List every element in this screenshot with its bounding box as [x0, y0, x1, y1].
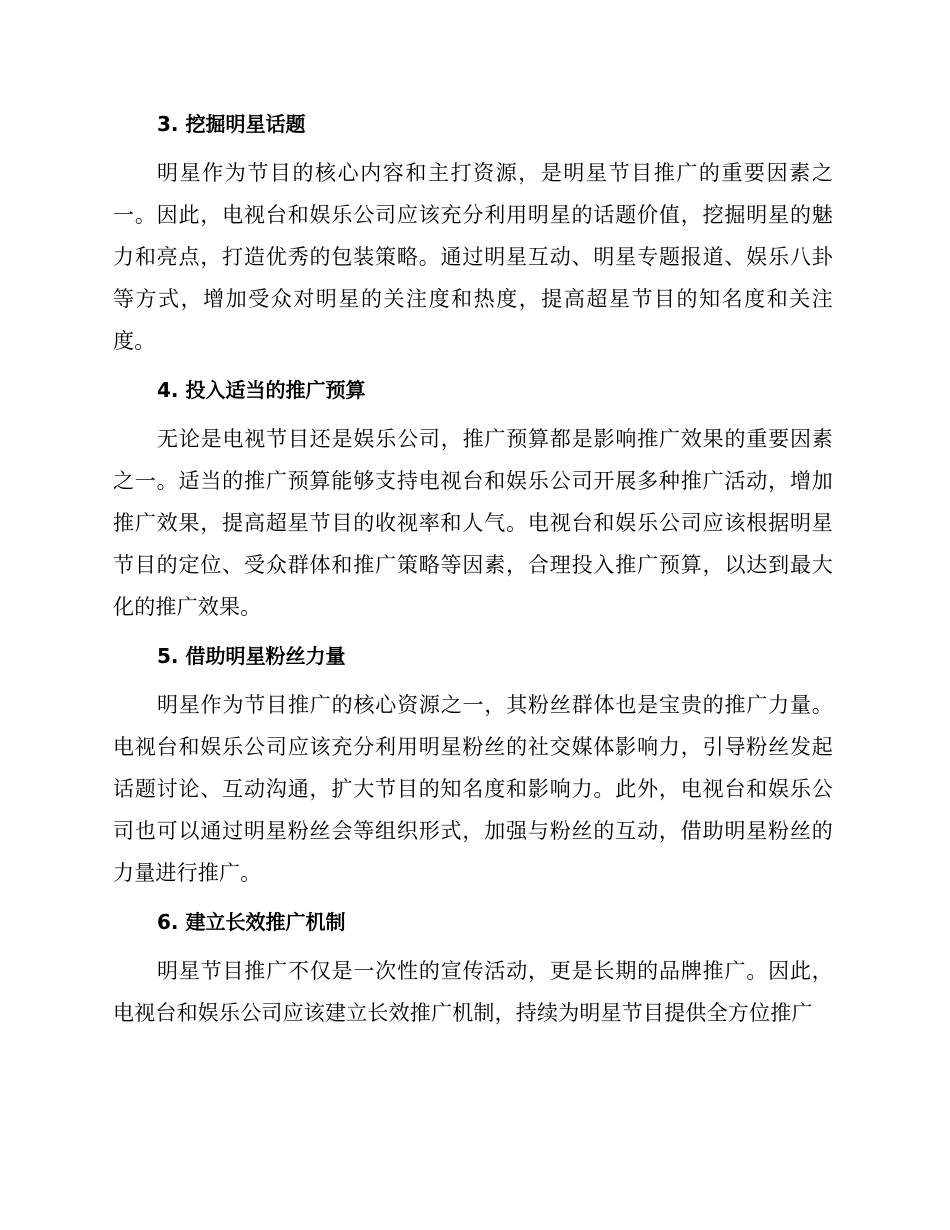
section-5 [113, 642, 833, 894]
section-paragraph: 明星节目推广不仅是一次性的宣传活动，更是长期的品牌推广。因此，电视台和娱乐公司应该建立长效推广机制，持续为明星节目提供全方位推广 [113, 959, 833, 1025]
section-heading: 4. 投入适当的推广预算 [157, 378, 366, 402]
section-heading: 5. 借助明星粉丝力量 [157, 644, 346, 668]
section-3 [113, 110, 833, 362]
section-4 [113, 376, 833, 628]
section-heading: 6. 建立长效推广机制 [157, 910, 346, 934]
section-heading: 3. 挖掘明星话题 [157, 112, 306, 136]
section-paragraph: 明星作为节目的核心内容和主打资源，是明星节目推广的重要因素之一。因此，电视台和娱乐公司应该充分利用明星的话题价值，挖掘明星的魅力和亮点，打造优秀的包装策略。通过明星互动、明星专题报道、娱乐八卦等方式，增加受众对明星的关注度和热度，提高超星节目的知名度和关注度。 [113, 161, 833, 353]
section-paragraph: 明星作为节目推广的核心资源之一，其粉丝群体也是宝贵的推广力量。电视台和娱乐公司应该充分利用明星粉丝的社交媒体影响力，引导粉丝发起话题讨论、互动沟通，扩大节目的知名度和影响力。此外，电视台和娱乐公司也可以通过明星粉丝会等组织形式，加强与粉丝的互动，借助明星粉丝的力量进行推广。 [113, 693, 833, 885]
document-page [113, 110, 833, 1048]
section-6 [113, 908, 833, 1034]
section-paragraph: 无论是电视节目还是娱乐公司，推广预算都是影响推广效果的重要因素之一。适当的推广预算能够支持电视台和娱乐公司开展多种推广活动，增加推广效果，提高超星节目的收视率和人气。电视台和娱乐公司应该根据明星节目的定位、受众群体和推广策略等因素，合理投入推广预算，以达到最大化的推广效果。 [113, 427, 833, 619]
